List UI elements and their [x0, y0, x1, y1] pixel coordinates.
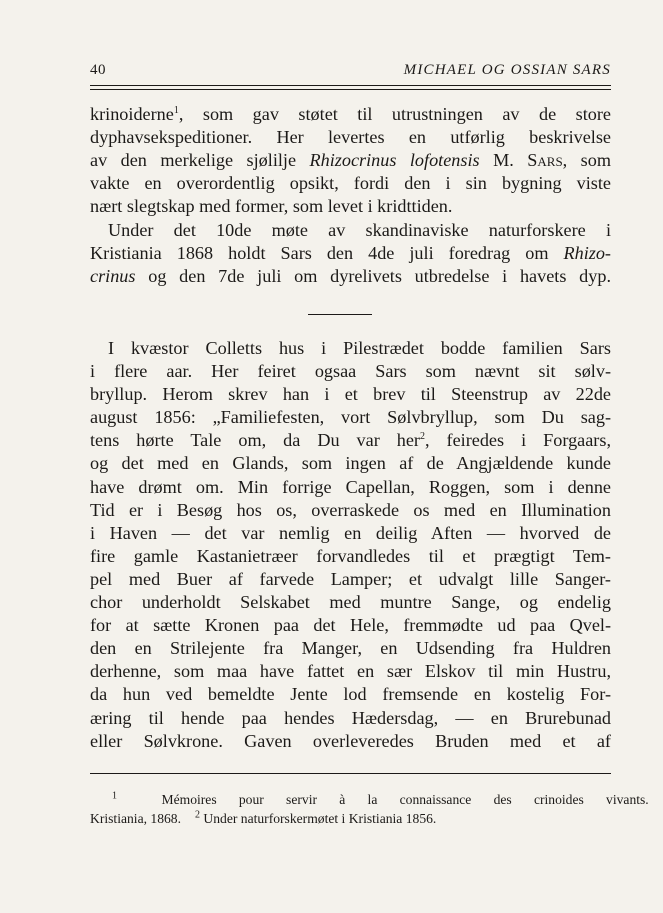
- paragraph-2: [90, 219, 611, 288]
- footnote-ref-1: 1: [173, 104, 179, 116]
- text-line: æring til hende paa hendes Hædersdag, — en Brurebunad: [90, 707, 611, 728]
- section-divider: [308, 314, 372, 315]
- text-line: fire gamle Kastanietræer forvandledes til et prægtigt Tem-: [90, 545, 611, 566]
- text-line: nært slegtskap med former, som levet i kridttiden.: [90, 196, 453, 217]
- author-name: Sars: [527, 150, 563, 171]
- text-line: chor underholdt Selskabet med muntre Sange, og endelig: [90, 592, 611, 613]
- footnote-rule: [90, 773, 611, 774]
- text-line: i flere aar. Her feiret ogsaa Sars som nævnt sit sølv-: [90, 361, 611, 382]
- species-name: Rhizocrinus lofotensis: [309, 150, 480, 171]
- page-header: [90, 62, 611, 82]
- text-line: tens hørte Tale om, da Du var her$^2$, feiredes i Forgaars,: [90, 430, 611, 451]
- text-line: pel med Buer af farvede Lamper; et udvalgt lille Sanger-: [90, 568, 611, 589]
- text-line: i Haven — det var nemlig en deilig Aften — hvorved de: [90, 522, 611, 543]
- text-line: vakte en overordentlig opsikt, fordi den i sin bygning viste: [90, 173, 611, 194]
- footnote-2: Kristiania, 1868. $^2$ Under naturforskermøtet i Kristiania 1856.: [90, 809, 437, 826]
- text-line: Kristiania 1868 holdt Sars den 4de juli foredrag om Rhizo-: [90, 242, 611, 263]
- text-line: dyphavsekspeditioner. Her levertes en utførlig beskrivelse: [90, 127, 611, 148]
- text-line: crinus og den 7de juli om dyrelivets utbredelse i havets dyp.: [90, 265, 611, 286]
- running-title: MICHAEL OG OSSIAN SARS: [403, 62, 611, 78]
- header-rule: [90, 85, 611, 86]
- page-number: 40: [90, 62, 106, 78]
- text-line: I kvæstor Colletts hus i Pilestrædet bodde familien Sars: [108, 338, 611, 358]
- text-line: bryllup. Herom skrev han i et brev til Steenstrup av 22de: [90, 384, 611, 405]
- paragraph-1: [90, 103, 611, 218]
- text-line: Tid er i Besøg hos os, overraskede os med en Illumination: [90, 499, 611, 520]
- text-line: da hun ved bemeldte Jente lod fremsende en kostelig For-: [90, 684, 611, 705]
- text-line: krinoiderne$^1$, som gav støtet til utrustningen av de store: [90, 104, 611, 124]
- text-line: have drømt om. Min forrige Capellan, Roggen, som i denne: [90, 476, 611, 497]
- header-rule-thin: [90, 89, 611, 90]
- text-line: og det med en Glands, som ingen af de Angjældende kunde: [90, 453, 611, 474]
- footnote-1: $^1$ Mémoires pour servir à la connaissance des crinoides vivants.: [112, 790, 649, 807]
- text-line: eller Sølvkrone. Gaven overleveredes Bruden med et af: [90, 730, 611, 751]
- text-line: Under det 10de møte av skandinaviske naturforskere i: [108, 219, 611, 240]
- paragraph-3: [90, 337, 611, 753]
- text-line: for at sætte Kronen paa det Hele, fremmødte ud paa Qvel-: [90, 615, 611, 636]
- footnote-ref-2: 2: [419, 431, 425, 443]
- text-line: derhenne, som maa have fattet en sær Elskov til min Hustru,: [90, 661, 611, 682]
- footnotes: [90, 790, 649, 828]
- text-line: august 1856: „Familiefesten, vort Sølvbryllup, som Du sag-: [90, 407, 611, 428]
- text-line: av den merkelige sjølilje Rhizocrinus lofotensis M. Sars, som: [90, 150, 612, 171]
- text-line: den en Strilejente fra Manger, en Udsending fra Huldren: [90, 638, 611, 659]
